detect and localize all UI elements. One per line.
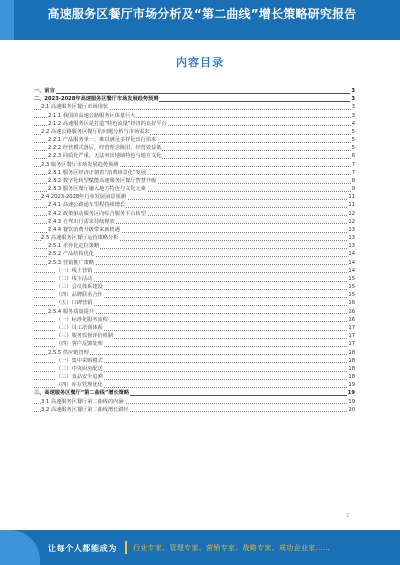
- toc-entry[interactable]: [34, 210, 355, 218]
- footer-slogan: 让每个人都能成为: [48, 544, 117, 553]
- toc-entry-title: 2.5.3 营销推广策略: [48, 259, 94, 266]
- toc-entry[interactable]: [34, 340, 355, 348]
- toc-entry-page: 19: [347, 390, 355, 397]
- toc-entry-title: 2.4.4 餐饮消费升级带来新机遇: [48, 226, 120, 233]
- toc-entry[interactable]: [34, 152, 355, 160]
- toc-entry-page: 17: [348, 333, 355, 340]
- toc-entry-title: 2.3 服务区餐厅市场发展趋势预测: [41, 161, 119, 168]
- toc-entry[interactable]: [34, 291, 355, 299]
- toc-entry[interactable]: [34, 299, 355, 307]
- toc-entry[interactable]: [34, 267, 355, 275]
- toc-entry-page: 18: [348, 357, 355, 364]
- toc-entry-title: 2.5.5 供应链管理: [48, 349, 89, 356]
- toc-entry-title: 2.2.3 同质化严重，无法突出地域特色与地方文化: [48, 153, 162, 160]
- toc-entry-page: 14: [348, 251, 355, 258]
- toc-entry[interactable]: [34, 259, 355, 267]
- toc-entry[interactable]: [34, 193, 355, 201]
- toc-entry[interactable]: [34, 332, 355, 340]
- toc-entry-title: 2.3.3 服务区餐厅融入地方特色与文化元素: [48, 186, 146, 193]
- toc-entry-title: （三）服务监督评价机制: [56, 333, 114, 340]
- toc-entry-title: （一）集中采购模式: [56, 357, 103, 364]
- toc-entry-title: 一、前言: [34, 88, 55, 94]
- toc-entry-page: 16: [348, 316, 355, 323]
- toc-entry[interactable]: [34, 398, 355, 406]
- toc-entry[interactable]: [34, 136, 355, 144]
- toc-entry-title: 2.5.4 服务质量提升: [48, 308, 94, 315]
- toc-entry-title: 2.1.1 我国的高速公路服务区体量巨大: [48, 112, 136, 119]
- toc-entry-title: （二）中央厨房配送: [56, 365, 103, 372]
- toc-entry-page: 3: [351, 88, 355, 94]
- toc-entry[interactable]: [34, 373, 355, 381]
- toc-entry-title: （二）员工培训体系: [56, 324, 103, 331]
- toc-entry-page: 17: [348, 324, 355, 331]
- toc-entry-page: 5: [351, 145, 355, 152]
- toc-entry-page: 18: [348, 374, 355, 381]
- toc-entry-page: 19: [348, 382, 355, 389]
- toc-entry[interactable]: [34, 201, 355, 209]
- toc-entry-page: 4: [351, 120, 355, 127]
- toc-entry[interactable]: [34, 242, 355, 250]
- toc-entry-title: 三、高速服务区餐厅“第二曲线”增长策略: [34, 390, 130, 397]
- toc-entry-title: （一）标准化服务流程: [56, 316, 108, 323]
- toc-entry[interactable]: [34, 357, 355, 365]
- toc-entry[interactable]: [34, 218, 355, 226]
- toc-entry-title: （二）线下活动: [56, 275, 93, 282]
- toc-entry-title: （一）线上营销: [56, 267, 93, 274]
- toc-entry-title: （四）库存管理优化: [56, 382, 103, 389]
- toc-entry-title: 2.4.3 自驾出行需求持续释放: [48, 218, 115, 225]
- toc-entry-page: 3: [351, 112, 355, 119]
- toc-entry-title: 2.3.1 服务区经济正朝着“消费场景化”发展: [48, 169, 147, 176]
- toc-entry[interactable]: [34, 389, 355, 397]
- header-banner: [0, 0, 400, 40]
- toc-entry-page: 20: [348, 406, 355, 413]
- toc-entry-title: 2.4 2023-2028年行业发展前景预测: [41, 194, 126, 201]
- toc-entry[interactable]: [34, 283, 355, 291]
- toc-heading: 内容目录: [176, 56, 224, 69]
- toc-entry-page: 17: [348, 341, 355, 348]
- toc-entry[interactable]: [34, 128, 355, 136]
- toc-entry-page: 5: [351, 128, 355, 135]
- footer-separator: [125, 541, 127, 554]
- toc-entry-title: （五）口碑营销: [56, 300, 93, 307]
- toc-entry[interactable]: [34, 275, 355, 283]
- toc-entry[interactable]: [34, 161, 355, 169]
- toc-entry-page: 13: [348, 243, 355, 250]
- toc-entry-page: 14: [348, 259, 355, 266]
- toc-entry-page: 14: [348, 267, 355, 274]
- toc-entry[interactable]: [34, 234, 355, 242]
- toc-entry[interactable]: [34, 406, 355, 414]
- toc-entry-title: 2.2.2 经营模式落后，经营理念陈旧，经营效益低: [48, 145, 162, 152]
- toc-entry-title: （三）食品安全追溯: [56, 374, 103, 381]
- toc-entry-title: 二、2023-2028年高速服务区餐厅市场发展趋势预测: [34, 96, 159, 103]
- toc-entry-page: 15: [348, 284, 355, 291]
- toc-entry[interactable]: [34, 226, 355, 234]
- toc-entry-title: 2.1.2 高速服务区是打造“特色流量”经济的良好平台: [48, 120, 167, 127]
- toc-entry-page: 11: [348, 202, 355, 209]
- toc-entry[interactable]: [34, 169, 355, 177]
- toc-entry[interactable]: [34, 144, 355, 152]
- toc-entry-title: 2.2 高速公路服务区餐厅的问题分析与市场需求: [41, 128, 150, 135]
- toc-entry-page: 7: [351, 161, 355, 168]
- toc-entry-title: 2.5.1 差异化定位策略: [48, 243, 100, 250]
- toc-entry-page: 3: [351, 104, 355, 111]
- toc-entry-page: 5: [351, 137, 355, 144]
- toc-entry[interactable]: [34, 112, 355, 120]
- toc-entry-title: 2.5.2 产品结构优化: [48, 251, 94, 258]
- footer-banner: [0, 530, 400, 565]
- toc-entry[interactable]: [34, 120, 355, 128]
- toc-entry[interactable]: [34, 95, 355, 103]
- toc-entry[interactable]: [34, 324, 355, 332]
- toc-entry-page: 15: [348, 292, 355, 299]
- toc-entry[interactable]: [34, 250, 355, 258]
- toc-entry-page: 6: [351, 153, 355, 160]
- toc-entry-page: 13: [348, 226, 355, 233]
- toc-entry-page: 13: [348, 235, 355, 242]
- toc-entry[interactable]: [34, 177, 355, 185]
- toc-entry[interactable]: [34, 185, 355, 193]
- toc-entry-page: 18: [348, 365, 355, 372]
- toc-entry-title: 2.5 高速服务区餐厅运营策略分析: [41, 235, 119, 242]
- toc-entry-title: 2.4.1 高速公路通车里程持续增长: [48, 202, 126, 209]
- toc-entry-title: 2.3.2 数字化转型赋能高速服务区餐厅智慧升级: [48, 177, 157, 184]
- toc-entry[interactable]: [34, 87, 355, 95]
- toc-entry[interactable]: [34, 349, 355, 357]
- document-title: 高速服务区餐厅市场分析及“第二曲线”增长策略研究报告: [47, 7, 357, 21]
- toc-entry-page: 12: [348, 210, 355, 217]
- toc-entry-page: 7: [351, 169, 355, 176]
- toc-entry-page: 15: [348, 275, 355, 282]
- toc-entry-title: 2.4.2 政策驱动服务区向综合服务平台转型: [48, 210, 146, 217]
- toc-entry[interactable]: [34, 365, 355, 373]
- toc-entry[interactable]: [34, 103, 355, 111]
- header-accent: [0, 0, 14, 40]
- toc-entry[interactable]: [34, 308, 355, 316]
- toc-entry-page: 3: [351, 96, 355, 103]
- toc-entry-title: 2.1 高速服务区餐厅市场现状: [41, 104, 108, 111]
- toc-entry-page: 8: [351, 177, 355, 184]
- toc-entry-page: 18: [348, 349, 355, 356]
- toc-entry[interactable]: [34, 381, 355, 389]
- toc-entry-title: 2.2.1 产品服务单一，难以满足多样化出行需求: [48, 137, 157, 144]
- toc-entry-title: （四）客户反馈处理: [56, 341, 103, 348]
- toc-entry-page: 9: [351, 186, 355, 193]
- page-number: 2: [346, 513, 350, 519]
- toc-entry-page: 19: [348, 398, 355, 405]
- toc-entry-title: （四）品牌联名合作: [56, 292, 103, 299]
- toc-leader-dots: [34, 93, 355, 94]
- toc-entry-page: 11: [348, 194, 355, 201]
- toc-entry-page: 16: [348, 308, 355, 315]
- toc-entry-title: 3.2 高速服务区餐厅第二曲线增长路径: [41, 406, 129, 413]
- footer-decoration: [0, 530, 40, 565]
- toc-entry-page: 16: [348, 300, 355, 307]
- toc-entry[interactable]: [34, 316, 355, 324]
- table-of-contents: [34, 87, 355, 414]
- toc-entry-page: 12: [348, 218, 355, 225]
- footer-experts-text: 行业专家、管理专家、营销专家、战略专家、成功企业家……: [133, 544, 331, 552]
- toc-entry-title: 3.1 高速服务区餐厅第二曲线的内涵: [41, 398, 124, 405]
- toc-entry-title: （三）会员体系建设: [56, 284, 103, 291]
